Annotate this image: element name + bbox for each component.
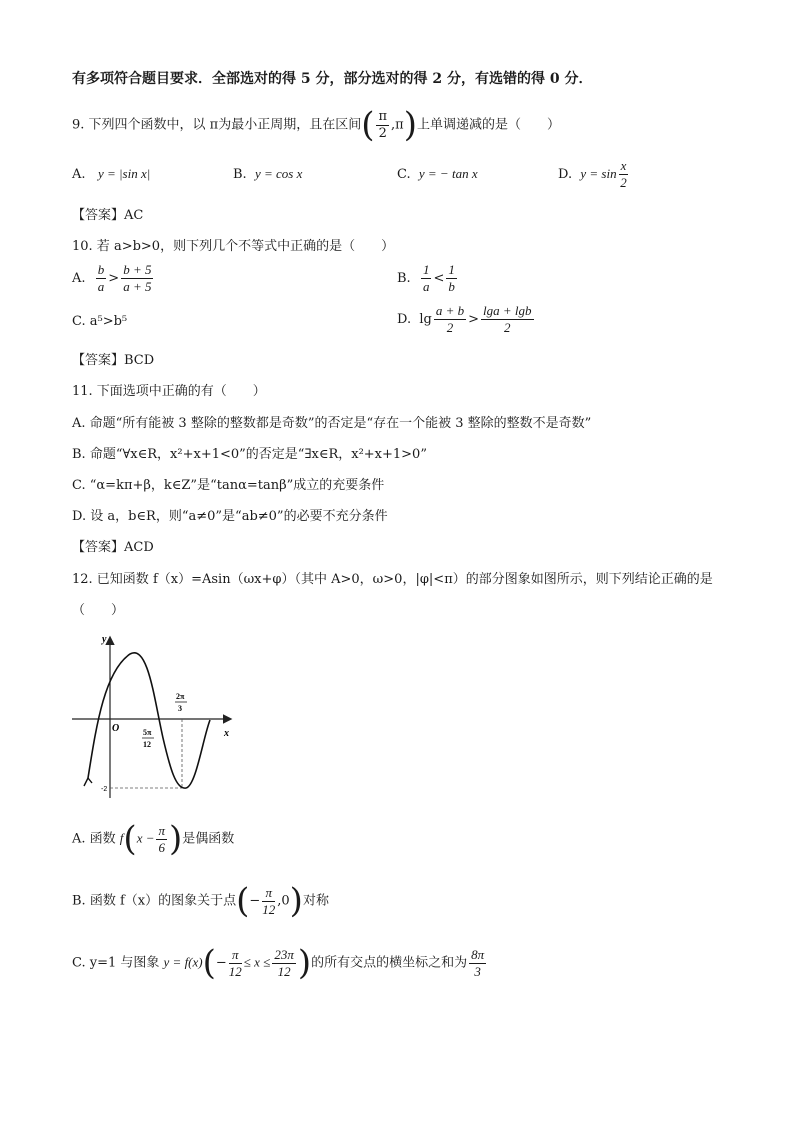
- q11-option-b: B. 命题“∀x∈R，x²+x+1<0”的否定是“∃x∈R，x²+x+1>0”: [72, 447, 427, 462]
- q10-answer: 【答案】BCD: [72, 353, 155, 368]
- q9-stem-before: 9. 下列四个函数中，以 π为最小正周期，且在区间: [72, 117, 362, 133]
- q12-option-a: A. 函数 f(x − $\frac{\pi}{6}$ )是偶函数: [72, 819, 235, 859]
- x-axis-label: x: [224, 728, 229, 739]
- q10-option-b: B. $\frac{1}{a}$ < $\frac{1}{b}$: [397, 262, 455, 294]
- tick-5pi-12-den: 12: [143, 740, 151, 749]
- tick-2pi-3-den: 3: [178, 704, 182, 713]
- q10-option-c: C. a⁵>b⁵: [72, 314, 128, 329]
- q9-interval-frac: $\frac{\pi}{2}$: [378, 108, 388, 141]
- q12-option-c: C. y=1 与图象 y = f(x)(− $\frac{\pi}{12}$ ≤ x ≤ $\frac{23\pi}{12}$ )的所有交点的横坐标之和为 $\frac{8\pi}{3}$: [72, 943, 485, 983]
- q12-stem: 12. 已知函数 f（x）=Asin（ωx+φ）（其中 A>0，ω>0，|φ|<π）的部分图象如图所示，则下列结论正确的是: [72, 572, 713, 587]
- q9-option-d: D. y = sin $\frac{x}{2}$: [558, 158, 627, 190]
- q10-option-a: A. $\frac{b}{a}$ > $\frac{b + 5}{a + 5}$: [72, 262, 152, 294]
- function-graph: [68, 628, 238, 804]
- q10-stem: 10. 若 a>b>0，则下列几个不等式中正确的是（ ）: [72, 239, 395, 254]
- y-axis-label: y: [102, 634, 107, 645]
- tick-2pi-3-num: 2π: [176, 692, 185, 701]
- curve-start-arrow: [84, 778, 92, 786]
- section-header: 有多项符合题目要求．全部选对的得 5 分，部分选对的得 2 分，有选错的得 0 分．: [72, 71, 593, 87]
- origin-label: O: [112, 723, 120, 734]
- q10-option-d: D. lg $\frac{a + b}{2}$ > $\frac{\lg a + \lg b}{2}$: [397, 303, 532, 335]
- q9-option-a: A. y = |sin x|: [72, 166, 151, 182]
- q11-stem: 11. 下面选项中正确的有（ ）: [72, 384, 266, 399]
- q11-option-d: D. 设 a，b∈R，则“a≠0”是“ab≠0”的必要不充分条件: [72, 509, 388, 524]
- min-value-label: -2: [101, 786, 108, 793]
- paren-right: ): [403, 105, 417, 145]
- q11-option-a: A. 命题“所有能被 3 整除的整数都是奇数”的否定是“存在一个能被 3 整除的整数不是奇数”: [72, 416, 592, 431]
- tick-5pi-12-num: 5π: [143, 728, 152, 737]
- q11-answer: 【答案】ACD: [72, 540, 154, 555]
- paren-left: (: [361, 105, 375, 145]
- q12-stem-paren: （ ）: [72, 603, 125, 618]
- sine-curve: [88, 653, 210, 788]
- q11-option-c: C. “α=kπ+β，k∈Z”是“tanα=tanβ”成立的充要条件: [72, 478, 385, 493]
- q9-option-b: B. y = cos x: [233, 166, 303, 182]
- q9-answer: 【答案】AC: [72, 208, 144, 223]
- q9-stem: 9. 下列四个函数中，以 π为最小正周期，且在区间( $\frac{\pi}{2}$ ,π)上单调递减的是（ ）: [72, 105, 560, 145]
- q9-stem-after: 上单调递减的是（ ）: [416, 117, 560, 133]
- q9-option-c: C. y = − tan x: [397, 166, 478, 182]
- q12-option-b: B. 函数 f（x）的图象关于点(− $\frac{\pi}{12}$ ,0)对称: [72, 881, 329, 921]
